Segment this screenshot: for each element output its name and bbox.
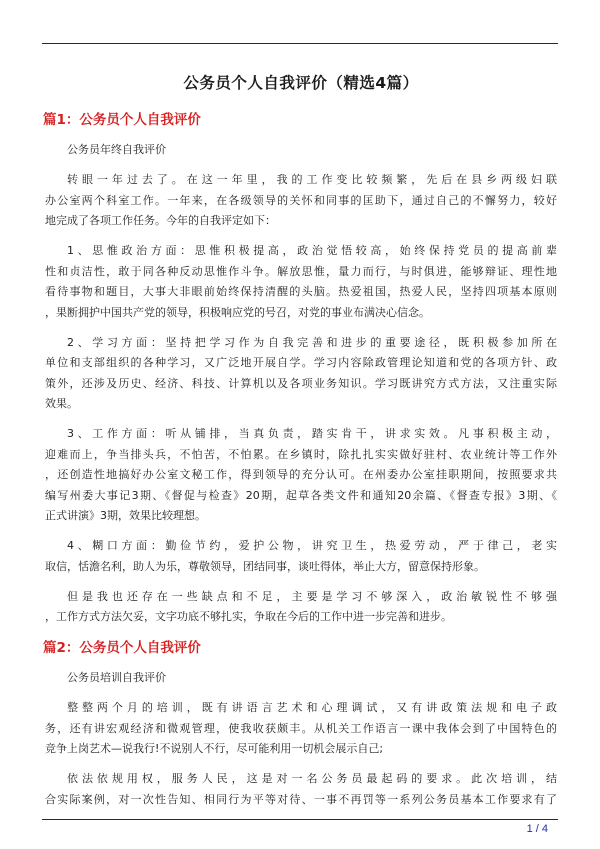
text-line: ，果断拥护中国共产党的领导，积极响应党的号召，对党的事业布满决心信念。 <box>45 305 430 319</box>
paragraph <box>45 424 557 527</box>
text-line: ，工作方式方法欠妥，文字功底不够扎实，争取在今后的工作中进一步完善和进步。 <box>45 610 452 623</box>
text-line: 3、工作方面：听从铺排，当真负责，踏实肯干，讲求实效。凡事积极主动， <box>67 427 557 440</box>
paragraph <box>45 698 557 760</box>
paragraph <box>45 536 557 577</box>
text-line: 4、糊口方面：勤俭节约，爱护公物，讲究卫生，热爱劳动，严于律己，老实 <box>67 539 557 552</box>
text-line: 取信，恬澹名利，助人为乐，尊敬领导，团结同事，谈吐得体，举止大方，留意保持形象。 <box>45 559 485 573</box>
text-line: 策外，还涉及历史、经济、科技、计算机以及各项业务知识。学习既讲究方式方法，又注重实际 <box>45 376 557 390</box>
text-line: 正式讲演》3期，效果比较理想。 <box>45 509 206 522</box>
text-line: 编写州委大事记3期、《督促与检查》20期，起草各类文件和通知20余篇、《督查专报》3期、《 <box>45 488 557 502</box>
text-line: 整整两个月的培训，既有讲语言艺术和心理调试，又有讲政策法规和电子政 <box>67 701 557 714</box>
paragraph <box>45 587 557 628</box>
paragraph <box>45 241 557 323</box>
text-line: 地完成了各项工作任务。今年的自我评定如下： <box>45 214 276 227</box>
text-line: 合实际案例，对一次性告知、相同行为平等对待、一事不再罚等一系列公务员基本工作要求有了 <box>45 792 557 806</box>
section-subtitle: 公务员年终自我评价 <box>67 143 166 156</box>
footer-rule <box>42 819 558 820</box>
paragraph <box>45 333 557 415</box>
text-line: 迎难而上，争当排头兵，不怕苦，不怕累。在乡镇时，除扎扎实实做好驻村、农业统计等工作外 <box>45 447 557 461</box>
section-heading[interactable]: 篇2：公务员个人自我评价 <box>43 640 201 656</box>
section-2 <box>45 637 557 810</box>
paragraph <box>45 170 557 232</box>
text-line: 单位和支部组织的各种学习，又广泛地开展自学。学习内容除政管理论知道和党的各项方针、政 <box>45 356 557 369</box>
text-line: 性和贞洁性，敢于同各种反动思惟作斗争。解放思惟，量力而行，与时俱进，能够辩证、理性地 <box>45 264 557 278</box>
text-line: 看待事物和题目，大事大非眼前始终保持清醒的头脑。热爱祖国，热爱人民，坚持四项基本原则 <box>45 285 557 298</box>
header-rule <box>42 43 558 44</box>
document-title: 公务员个人自我评价（精选4篇） <box>183 74 419 92</box>
section-subtitle: 公务员培训自我评价 <box>67 671 166 684</box>
text-line: 1、思惟政治方面：思惟积极提高，政治觉悟较高，始终保持党员的提高前辈 <box>67 244 557 257</box>
page-indicator: 1 / 4 <box>526 823 548 835</box>
text-line: 依法依规用权，服务人民，这是对一名公务员最起码的要求。此次培训，结 <box>67 772 557 785</box>
text-line: 务，还有讲宏观经济和微观管理，使我收获颇丰。从机关工作语言一课中我体会到了中国特色的 <box>45 721 557 735</box>
paragraph <box>45 769 557 810</box>
text-line: 效果。 <box>45 397 78 410</box>
section-1 <box>45 109 557 628</box>
text-line: 转眼一年过去了。在这一年里，我的工作变比较频繁，先后在县乡两级妇联 <box>67 173 557 186</box>
section-heading[interactable]: 篇1：公务员个人自我评价 <box>43 112 201 128</box>
document-body <box>45 70 557 820</box>
text-line: ，还创造性地搞好办公室文秘工作，得到领导的充分认可。在州委办公室挂职期间，按照要求共 <box>45 468 557 481</box>
text-line: 2、学习方面：坚持把学习作为自我完善和进步的重要途径，既积极参加所在 <box>67 335 557 349</box>
text-line: 竞争上岗艺术—说我行!不说别人不行，尽可能利用一切机会展示自己; <box>45 742 384 755</box>
text-line: 但是我也还存在一些缺点和不足，主要是学习不够深入，政治敏锐性不够强 <box>67 589 557 603</box>
text-line: 办公室两个科室工作。一年来，在各级领导的关怀和同事的匡助下，通过自己的不懈努力，较好 <box>45 193 557 207</box>
